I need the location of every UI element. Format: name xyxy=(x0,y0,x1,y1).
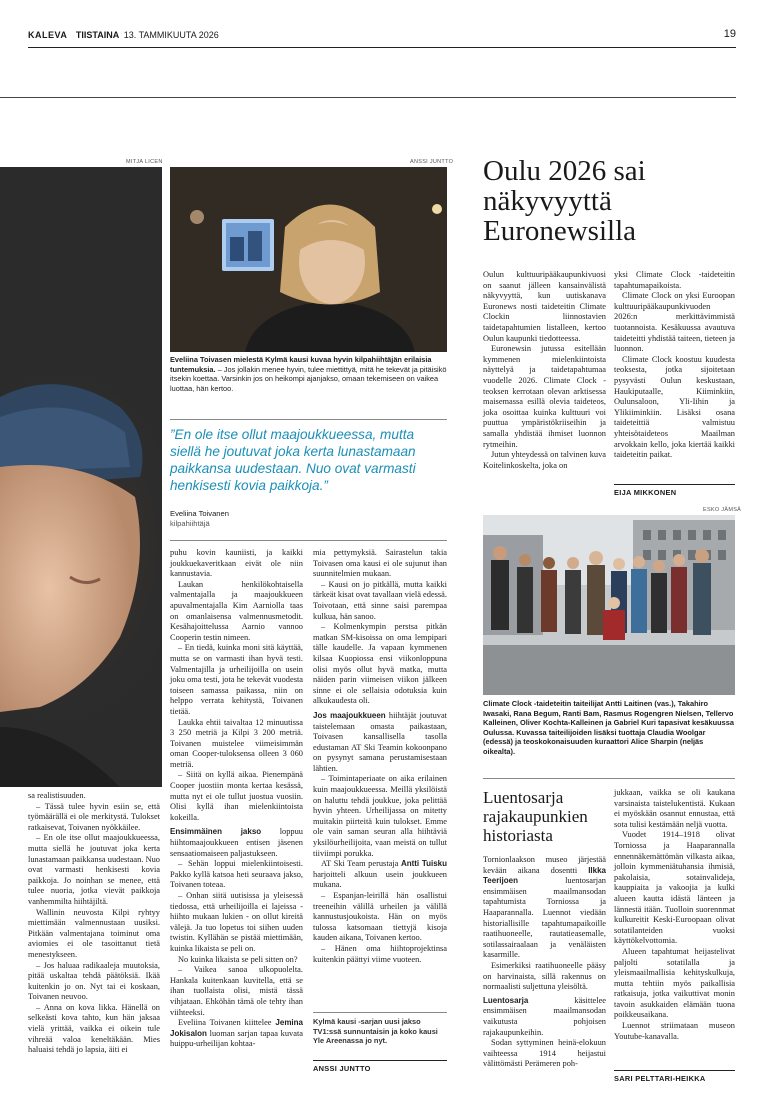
article3-byline: SARI PELTTARI-HEIKKA xyxy=(614,1070,735,1083)
article1-byline: ANSSI JUNTTO xyxy=(313,1060,447,1073)
article3-headline: Luentosarja rajakaupunkien historiasta xyxy=(483,788,588,845)
portrait-illustration xyxy=(0,167,162,787)
subhead-rest: hiihtäjät joutuvat taistelemaan omasta paikastaan, Toivasen kansallisella tasolla edustaman AT Ski Teamin kokoonpano on pysynyt samana perustamisestaan lähtien. xyxy=(313,710,447,773)
paragraph: Esimerkiksi raatihuoneelle pääsy on harvinaista, sillä rakennus on normaalisti suljettuna yleisöltä. xyxy=(483,960,606,992)
paragraph: – Vaikea sanoa ulkopuolelta. Hankala kuitenkaan kuvitella, että se ihan tuollaista olisi, mistä tässä vihjataan. Ehköhän tämä ole tehty ihan viihteeksi. xyxy=(170,965,303,1017)
article2-col2 xyxy=(614,270,735,461)
header-date: 13. TAMMIKUUTA 2026 xyxy=(123,30,219,40)
paragraph: Laukka ehtii taivaltaa 12 minuutissa 3 250 metriä ja Kilpi 3 200 metriä. Toivanen muistelee viimeisimmän oman Cooper-tuloksensa olleen 3 060 metriä. xyxy=(170,717,303,769)
people-group xyxy=(491,546,711,640)
paragraph xyxy=(170,827,303,859)
paragraph: sa realistisuuden. xyxy=(28,791,86,800)
text-span: luoman sarjan tapaa kuvata huippu-urheilijan kohtaa- xyxy=(170,1028,303,1049)
quote-rule xyxy=(170,419,447,420)
paragraph: puhu kovin kauniisti, ja kaikki joukkuekaveritkaan eivät ole niin kannustavia. xyxy=(170,548,303,579)
text-span: luentosarjan ensimmäisen maailmansodan tapahtumista Torniossa ja Haaparannalla. Luennot viedään historiallisille tapahtumapaikoille raatihuoneelle, rautatieasemalle, sotilassairaalaan ja venäläisten kasarmille. xyxy=(483,876,606,960)
paragraph xyxy=(483,855,606,961)
paragraph: Euronewsin jutussa esitellään kymmenen mielenkiintoista näyttelyä ja taidetapahtumaa vuodelle 2026. Climate Clock -teoksen kerrotaan olevan arktisessa maisemassa esillä olevia taideteos, joka osoittaa kuinka kulttuuri voi puuttua ympäristökriiseihin ja samalla yhdistää ihmiset luonnon rytmeihin. xyxy=(483,344,606,449)
person-name: Jemina Jokisalon xyxy=(170,1018,303,1038)
subhead-lead: Luentosarja xyxy=(483,995,529,1005)
header-day: TIISTAINA xyxy=(75,30,120,40)
quote-attribution xyxy=(170,509,229,529)
left-photo xyxy=(0,167,162,787)
center-column-a xyxy=(170,548,303,1050)
subhead-lead: Ensimmäinen jakso xyxy=(170,827,262,837)
paragraph: yksi Climate Clock -taideteitin tapahtumapaikoista. xyxy=(614,270,735,290)
paragraph: Vuodet 1914–1918 olivat Torniossa ja Haaparannalla ennennäkemättömän vilkasta aikaa, jolloin kymmeniätuhansia ihmisiä, pakolaisia, sotainvalideja, kauppiaita ja vakoojia ja kulki alueen kautta idästä länteen ja lännestä itään. Tuolloin suorennmat kulkureitit Keski-Euroopaan olivat sotatilanteiden vuoksi käyttökelvottomia. xyxy=(614,830,735,946)
person-name: Ilkka Teerijoen xyxy=(483,865,606,886)
header-rule xyxy=(28,47,736,48)
paragraph: Jutun yhteydessä on talvinen kuva Koitelinkoskelta, joka on xyxy=(483,450,606,470)
subhead-lead: Jos maajoukkueen xyxy=(313,710,386,720)
article2-headline: Oulu 2026 sai näkyvyyttä Euronewsilla xyxy=(483,155,646,247)
paragraph: – Sehän loppui mielenkiintoisesti. Pakko kyllä katsoa heti seuraava jakso, Toivanen toteaa. xyxy=(170,859,303,890)
paragraph: – En tiedä, kuinka moni sitä käyttää, mutta se on varmasti ihan hyvä testi. Valmentajilla ja urheilijoilla on usein joku oma testi, jota he tekevät vuodesta toiseen samassa paikassa, niin on helppo verrata kehitystä, Toivanen tietää. xyxy=(170,643,303,716)
quote-name: Eveliina Toivanen xyxy=(170,509,229,518)
left-photo-credit: MITJA LICEN xyxy=(126,159,163,165)
center-photo-credit: ANSSI JUNTTO xyxy=(410,159,454,165)
subhead-rest: käsittelee ensimmäisen maailmansodan vaikutusta pohjoisen rajakaupunkeihin. xyxy=(483,995,606,1037)
paragraph: – En ole itse ollut maajoukkueessa, mutta siellä he joutuvat joka kerta lunastamaan paikkansa uudestaan. Nuo ovat varmasti henkisesti kovia paikkoja. Jo noinhan se menee, että tulee nuoria, jotka vievät paikkoja vanhemmilta hiihtäjiltä. xyxy=(28,833,160,906)
text-span: harjoitteli alkuun usein joukkueen mukana. xyxy=(313,869,447,890)
paragraph: Climate Clock koostuu kuudesta teoksesta, jotka sijoitetaan pysyvästi Oulun keskustaan, Haukiputaalle, Kiiminkiin, Oulunsaloon, Yli-Iihin ja Ylikiiminkiin. Lisäksi osana taideteittiä valmistuu yhteisötaideteos Maailman arvokkain kello, joka kiertää kaikki taideteitin paikat. xyxy=(614,354,735,460)
paragraph xyxy=(313,711,447,775)
paragraph xyxy=(483,996,606,1038)
skier-portrait-illustration xyxy=(170,167,447,352)
paragraph xyxy=(313,859,447,891)
article3-col1 xyxy=(483,855,606,1070)
paragraph xyxy=(170,1018,303,1050)
center-photo xyxy=(170,167,447,352)
article3-rule xyxy=(483,778,735,779)
subhead-rest: loppuu hiihtomaajoukkueen entisen jäsenen sensaatiomaiseen paljastukseen. xyxy=(170,827,303,858)
group-photo-caption: Climate Clock -taideteitin taiteilijat Antti Laitinen (vas.), Takahiro Iwasaki, Rana Begum, Ranti Bam, Rasmus Rogengren Nielsen, Tellervo Kalleinen, Oliver Kochta-Kalleinen ja Gabriel Kuri tapasivat kesäkuussa Oulussa. Kuvassa taiteilijoiden lisäksi tuottaja Claudia Woolgar (edessä) ja teoskokonaisuuden kuraattori Alice Sharpin (neljäs oikealta). xyxy=(483,699,734,756)
paragraph: jukkaan, vaikka se oli kaukana varsinaista taistelukentistä. Kukaan ei myöskään osannut ennustaa, että sota tulisi kestämään neljä vuotta. xyxy=(614,788,735,829)
paragraph: Oulun kulttuuripääkaupunkivuosi on saanut jälleen kansainvälistä näkyvyyttä, kun uutiskanava Euronews nosti taideteitin Climate Clockin liinnostavien taidetapahtumien listalleen, kertoo Oulun kaupunki tiedotteessa. xyxy=(483,270,606,343)
paragraph: Laukan henkilökohtaisella valmentajalla ja maajoukkueen apuvalmentajalla Kim Aarniolla taas on omanlaisensa valmennusmetodit. Kesähajoittelussa Aarnio vannoo Cooperin testin nimeen. xyxy=(170,579,303,642)
group-photo xyxy=(483,515,735,695)
article2-col1 xyxy=(483,270,606,471)
paragraph: – Hänen oma hiihtoprojektinsa kuitenkin päättyi viime vuoteen. xyxy=(313,943,447,964)
paragraph: – Toimintaperiaate on aika erilainen kuin maajoukkueessa. Meillä yksilöistä on haluttu tehdä joukkue, joka pelittää hyvin yhteen. Urheilijassa on mitetty muitakin piirteitä kuin tulokset. Emme ole vain saman seuran alla hiihtäviä yksilöurheilijoita, vaan meistä on tullut tiiviimpi porukka. xyxy=(313,774,447,858)
left-column-text xyxy=(28,791,160,1056)
tv-info-box: Kylmä kausi -sarjan uusi jakso TV1:ssä sunnuntaisin ja koko kausi Yle Areenassa jo nyt. xyxy=(313,1012,447,1046)
text-span: Tornionlaakson museo järjestää kevään aikana dosentti xyxy=(483,855,606,875)
paragraph: – Anna on kova likka. Hänellä on selkeästi kova tahto, kun hän jaksaa vielä yrittää, vaikka ei oikein tule vihreää valoa keneltäkään. Mies haluaisi tehdä jo lapsia, äiti ei xyxy=(28,1002,160,1055)
quote-bottom-rule xyxy=(170,540,447,541)
paragraph: – Espanjan-leirillä hän osallistui treeneihin välillä urheilen ja välillä kannustusjoukoista. Hän on myös tulossa katsomaan tiettyjä kisoja kauden aikana, Toivanen kertoo. xyxy=(313,891,447,943)
section-rule xyxy=(0,97,736,98)
article3-col2 xyxy=(614,788,735,1042)
group-photo-illustration xyxy=(483,515,735,695)
center-photo-caption xyxy=(170,355,447,393)
paragraph: – Kolmenkympin perstsa pitkän matkan SM-kisoissa on oma lempipari tälle kaudelle. Ja vapaan kymmenen kilsaa Kuopiossa ensi viikonloppuna olisi myös ollut hyvä matka, mutta näiden parin viimeisen viikon jälkeen sinne ei ole sellaisia odotuksia kuin alkukaudesta oli. xyxy=(313,622,447,706)
paragraph: Wallinin neuvosta Kilpi ryhtyy miettimään valmennustaan uusiksi. Pitkään valmentajana toiminut oma aviomies ei ole tasoittanut tietä menestykseen. xyxy=(28,907,160,959)
person-name: Antti Tuisku xyxy=(400,859,447,869)
paragraph: Alueen tapahtumat heijastelivat paljolti sotatilalla ja yleismaailmallisia kehityskulkuja, mutta tehtiin myös paikallisia ratkaisuja, jotka vaikuttivat monin tavoin asukkaiden elämään tuona poikkeusaikana. xyxy=(614,946,735,1020)
pull-quote: ”En ole itse ollut maajoukkueessa, mutta siellä he joutuvat joka kerta lunastamaan paikkansa uudestaan. Nuo ovat varmasti henkisesti kovia paikkoja.” xyxy=(170,427,416,493)
group-photo-credit: ESKO JÄMSÄ xyxy=(703,507,742,513)
page-number: 19 xyxy=(723,28,736,40)
caption-lead: Eveliina Toivasen mielestä Kylmä kausi kuvaa hyvin kilpahiihtäjän erilaisia tuntemuksia. xyxy=(170,355,432,374)
paragraph: Climate Clock on yksi Euroopan kulttuuripääkaupunkivuoden 2026:n merkittävimmistä tuotannoista. Kesäkuussa avautuva taideteitti yhdistää taiteen, tieteen ja luonnon. xyxy=(614,291,735,354)
caption-rest: – Jos jollakin menee hyvin, tulee miettittyä, mitä he tekevät ja pitäisikö itsekin koettaa. Varsinkin jos on heikompi ajanjakso, omaan tekemiseen on vaikea luottaa, hän kertoo. xyxy=(170,364,447,393)
paragraph: mia pettymyksiä. Sairastelun takia Toivasen oma kausi ei ole sujunut ihan suunnitelmien mukaan. xyxy=(313,548,447,579)
text-span: Eveliina Toivanen kiittelee xyxy=(178,1018,276,1028)
paragraph: – Tässä tulee hyvin esiin se, että työmäärällä ei ole merkitystä. Tulokset ratkaisevat, Toivanen nyökkäilee. xyxy=(28,801,160,832)
paragraph: Luennot striimataan museon Youtube-kanavalla. xyxy=(614,1021,735,1041)
paragraph: – Siitä on kyllä aikaa. Pienempänä Cooper juostiin monta kertaa kesässä, mutta nyt ei ole tullut juostua vuosiin. Olisi kyllä ihan mielenkiintoista kokeilla. xyxy=(170,770,303,822)
paragraph: No kuinka likaista se peli sitten on? xyxy=(178,954,298,964)
page-header xyxy=(28,30,736,46)
paragraph: – Onhan siitä uutisissa ja yleisessä tiedossa, että urheilijoilla ei lajeissa - hiihto mukaan lukien - on ollut kireitä välejä. Ja tuo lopetus toi siihen uuden twistin. Kyllähän se pistää miettimään, kuinka likaista se peli on. xyxy=(170,891,303,953)
quote-role: kilpahiihtäjä xyxy=(170,519,210,528)
center-column-b xyxy=(313,548,447,965)
text-span: AT Ski Team perustaja xyxy=(321,859,401,869)
paragraph: – Jos haluaa radikaaleja muutoksia, pitää uskaltaa tehdä päätöksiä. Ikää kuitenkin jo on. Nyt tai ei koskaan, Toivanen neuvoo. xyxy=(28,960,160,1002)
newspaper-brand: KALEVA xyxy=(28,30,68,40)
article2-byline: EIJA MIKKONEN xyxy=(614,484,735,497)
paragraph: – Kausi on jo pitkällä, mutta kaikki tärkeät kisat ovat tavallaan vielä edessä. Toivotaan, että sinne saisi parempaa kulkua, hän sanoo. xyxy=(313,579,447,621)
paragraph: Sodan syttyminen heinä-elokuun vaihteessa 1914 heijastui välittömästi Perämeren poh- xyxy=(483,1038,606,1069)
